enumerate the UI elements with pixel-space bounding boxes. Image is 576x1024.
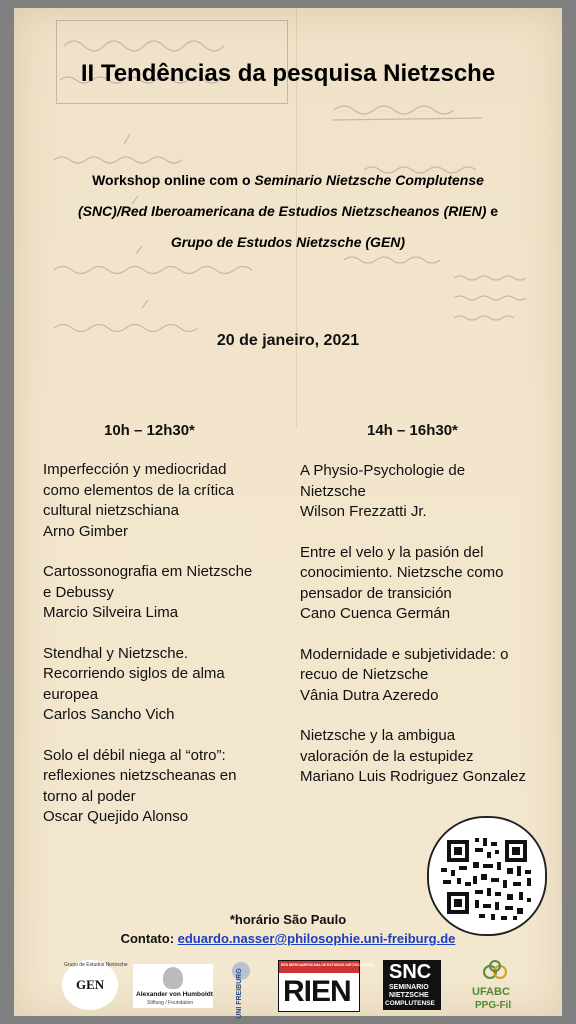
snc-logo (383, 960, 441, 1010)
snc-text: SNC (389, 961, 432, 983)
talk-line: Entre el velo y la pasión del (300, 543, 484, 561)
talk-line: Nietzsche y la ambigua (300, 727, 456, 744)
rien-top-text: RED IBEROAMERICANA DE ESTUDIOS NIETZSCHEANOS (281, 963, 375, 967)
talk-line: conocimiento. Nietzsche como (300, 564, 504, 581)
poster-title: II Tendências da pesquisa Nietzsche (80, 60, 496, 87)
freiburg-logo (226, 960, 256, 1019)
talk-list-afternoon (300, 461, 526, 788)
talk-speaker: Wilson Frezzatti Jr. (300, 503, 427, 520)
talk-speaker: Mariano Luis Rodriguez Gonzalez (300, 768, 526, 785)
workshop-line-2-conj: e (486, 203, 499, 219)
humboldt-portrait-icon (163, 967, 183, 989)
talk-line: Cartossonografia em Nietzsche (43, 563, 253, 580)
talk-line: Nietzsche (300, 482, 366, 500)
talk-line: Recorriendo siglos de alma (43, 665, 225, 682)
rien-text: RIEN (283, 975, 351, 1008)
talk-line: Solo el débil niega al “otro”: (43, 746, 226, 764)
snc-sub-1: SEMINARIO (389, 984, 429, 991)
talk-speaker: Arno Gimber (43, 522, 129, 540)
workshop-line-1-text: Workshop online com o (92, 172, 255, 188)
talk-list-morning (43, 460, 252, 828)
ufabc-emblem-icon (470, 960, 520, 984)
talk-line: cultural nietzschiana (43, 502, 179, 519)
morning-time-heading: 10h – 12h30* (104, 422, 195, 439)
talk-line: como elementos de la crítica (43, 481, 234, 499)
humboldt-sub: Stiftung / Foundation (147, 1000, 194, 1006)
contact-line (0, 931, 576, 946)
contact-label: Contato: (120, 931, 178, 946)
ufabc-logo (470, 960, 520, 1012)
talk-line: reflexiones nietzscheanas en (43, 767, 237, 784)
humboldt-name: Alexander von Humboldt (136, 991, 213, 998)
talk-line: Stendhal y Nietzsche. (43, 644, 189, 662)
talk-speaker: Marcio Silveira Lima (43, 604, 179, 621)
talk-line: Imperfección y mediocridad (43, 461, 227, 478)
talk-line: recuo de Nietzsche (300, 666, 429, 683)
workshop-snc-name: Seminario Nietzsche Complutense (254, 172, 484, 188)
freiburg-text: UNI FREIBURG (235, 968, 243, 1019)
talk-line: torno al poder (43, 787, 136, 805)
ufabc-text: UFABC (472, 986, 510, 998)
talk-line: Modernidade e subjetividade: o (300, 645, 509, 663)
timezone-note: *horário São Paulo (229, 912, 347, 927)
contact-email-link[interactable]: eduardo.nasser@philosophie.uni-freiburg.de (177, 931, 456, 946)
snc-sub-2: NIETZSCHE (389, 992, 429, 999)
workshop-gen-name: Grupo de Estudos Nietzsche (GEN) (170, 234, 406, 250)
talk-line: pensador de transición (300, 584, 452, 602)
talk-line: e Debussy (43, 583, 114, 601)
talk-speaker: Carlos Sancho Vich (43, 706, 175, 723)
afternoon-time-heading: 14h – 16h30* (367, 422, 458, 439)
workshop-line-2 (0, 203, 576, 219)
talk-line: A Physio-Psychologie de (300, 462, 466, 479)
humboldt-logo (133, 964, 213, 1008)
ufabc-sub: PPG-Fil (475, 1000, 512, 1011)
workshop-line-1 (0, 172, 576, 188)
gen-logo-ring-text: Grupo de Estudos Nietzsche (64, 962, 128, 968)
workshop-rien-name: (SNC)/Red Iberoamericana de Estudios Nietzscheanos (RIEN) (77, 203, 487, 219)
talk-line: valoración de la estupidez (300, 747, 474, 765)
talk-speaker: Oscar Quejido Alonso (43, 808, 189, 825)
event-date: 20 de janeiro, 2021 (216, 332, 360, 349)
talk-speaker: Vânia Dutra Azeredo (300, 686, 439, 704)
snc-sub-3: COMPLUTENSE (385, 1000, 435, 1007)
talk-speaker: Cano Cuenca Germán (300, 605, 451, 622)
rien-logo (278, 960, 375, 1012)
talk-line: europea (43, 685, 99, 703)
workshop-line-3 (0, 234, 576, 250)
gen-logo-text: GEN (76, 977, 105, 992)
gen-logo (62, 960, 128, 1010)
